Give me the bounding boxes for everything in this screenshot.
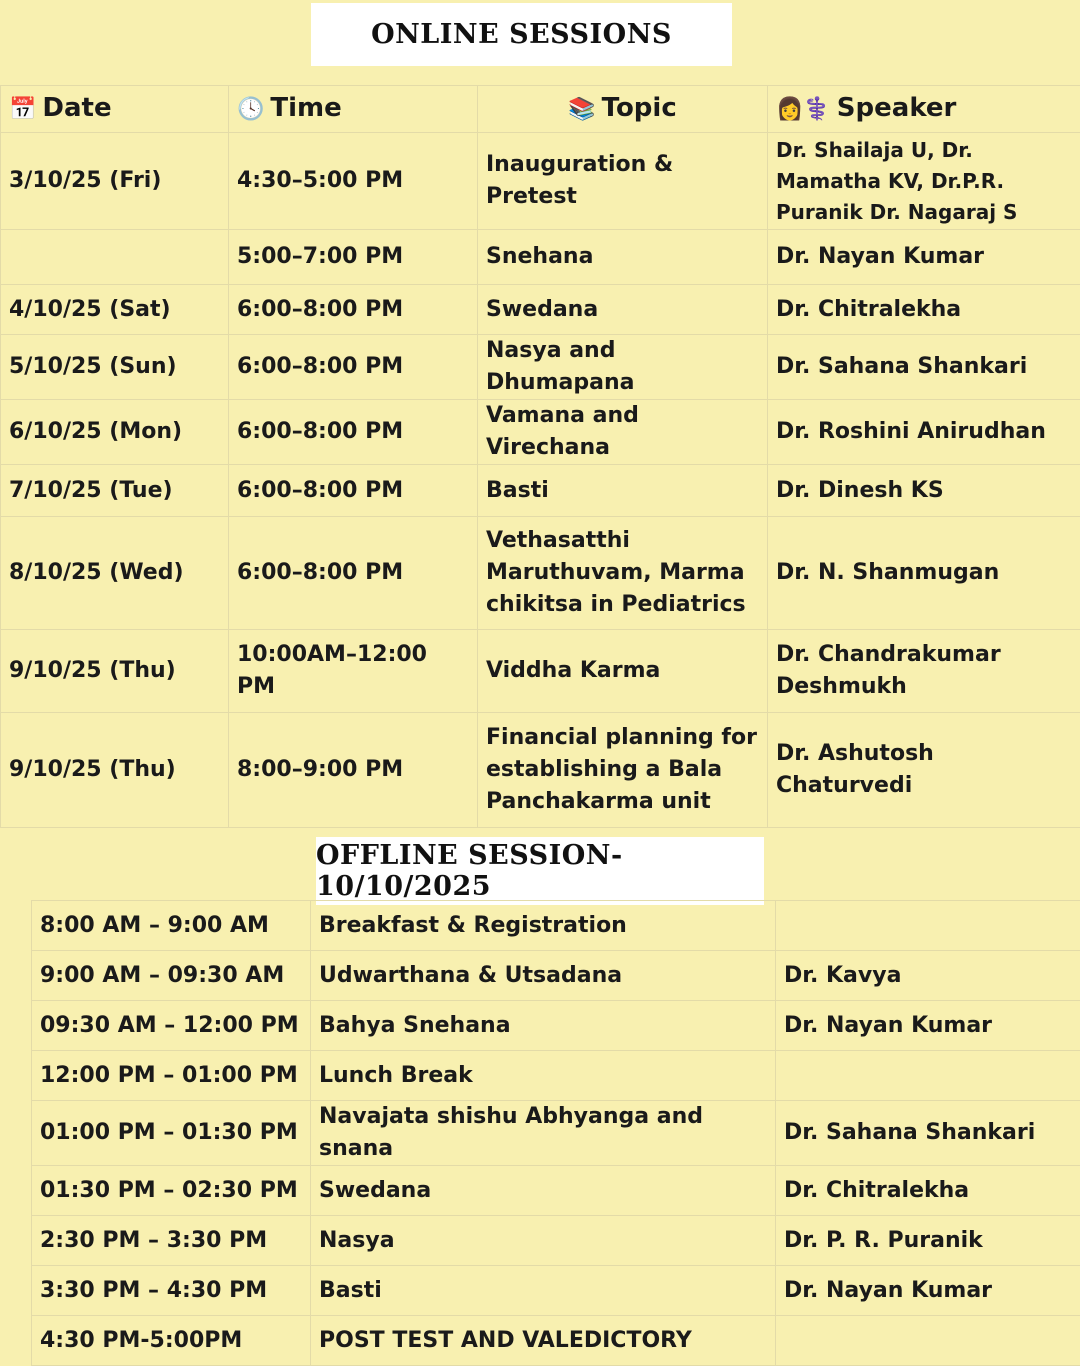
time-cell: 6:00–8:00 PM <box>229 335 478 400</box>
speaker-cell: Dr. Sahana Shankari <box>776 1101 1080 1166</box>
time-cell: 12:00 PM – 01:00 PM <box>32 1051 311 1101</box>
topic-cell: Navajata shishu Abhyanga and snana <box>311 1101 776 1166</box>
topic-cell: Nasya and Dhumapana <box>478 335 768 400</box>
date-cell: 6/10/25 (Mon) <box>1 400 229 465</box>
date-header-label: Date <box>42 93 111 123</box>
topic-header <box>478 86 768 133</box>
online-schedule-table <box>0 85 1080 828</box>
table-row <box>1 285 1080 335</box>
topic-cell: Breakfast & Registration <box>311 901 776 951</box>
time-header <box>229 86 478 133</box>
speaker-cell: Dr. Chitralekha <box>776 1166 1080 1216</box>
table-row <box>32 951 1080 1001</box>
date-header <box>1 86 229 133</box>
speaker-header <box>768 86 1080 133</box>
speaker-cell: Dr. Ashutosh Chaturvedi <box>768 713 1080 828</box>
table-row <box>1 230 1080 285</box>
topic-cell: Bahya Snehana <box>311 1001 776 1051</box>
speaker-cell: Dr. N. Shanmugan <box>768 517 1080 630</box>
time-cell: 8:00 AM – 9:00 AM <box>32 901 311 951</box>
speaker-cell: Dr. Sahana Shankari <box>768 335 1080 400</box>
topic-header-label: Topic <box>602 93 677 123</box>
topic-cell: Snehana <box>478 230 768 285</box>
table-row <box>1 400 1080 465</box>
topic-cell: Udwarthana & Utsadana <box>311 951 776 1001</box>
table-row <box>1 133 1080 230</box>
time-cell: 09:30 AM – 12:00 PM <box>32 1001 311 1051</box>
time-cell: 10:00AM–12:00 PM <box>229 630 478 713</box>
topic-cell: Basti <box>478 465 768 517</box>
calendar-icon: 📅 <box>9 94 36 126</box>
date-cell: 9/10/25 (Thu) <box>1 713 229 828</box>
speaker-cell: Dr. Chandrakumar Deshmukh <box>768 630 1080 713</box>
topic-cell: Swedana <box>478 285 768 335</box>
topic-cell: Vamana and Virechana <box>478 400 768 465</box>
table-row <box>1 335 1080 400</box>
offline-session-title: OFFLINE SESSION- 10/10/2025 <box>316 837 764 905</box>
table-row <box>32 901 1080 951</box>
books-icon: 📚 <box>568 94 595 126</box>
table-header-row <box>1 86 1080 133</box>
date-cell: 8/10/25 (Wed) <box>1 517 229 630</box>
topic-cell: Basti <box>311 1266 776 1316</box>
speaker-cell <box>776 1316 1080 1366</box>
time-cell: 6:00–8:00 PM <box>229 517 478 630</box>
table-row <box>1 517 1080 630</box>
topic-cell: Swedana <box>311 1166 776 1216</box>
table-row <box>32 1001 1080 1051</box>
topic-cell: Nasya <box>311 1216 776 1266</box>
table-row <box>1 630 1080 713</box>
table-row <box>32 1101 1080 1166</box>
time-cell: 4:30–5:00 PM <box>229 133 478 230</box>
topic-cell: Vethasatthi Maruthuvam, Marma chikitsa in Pediatrics <box>478 517 768 630</box>
speaker-cell: Dr. Nayan Kumar <box>776 1266 1080 1316</box>
speaker-cell: Dr. Roshini Anirudhan <box>768 400 1080 465</box>
date-cell: 9/10/25 (Thu) <box>1 630 229 713</box>
table-row <box>32 1216 1080 1266</box>
time-header-label: Time <box>270 93 341 123</box>
online-sessions-title: ONLINE SESSIONS <box>311 3 732 66</box>
date-cell: 4/10/25 (Sat) <box>1 285 229 335</box>
speaker-cell: Dr. Shailaja U, Dr. Mamatha KV, Dr.P.R. Puranik Dr. Nagaraj S <box>768 133 1080 230</box>
time-cell: 3:30 PM – 4:30 PM <box>32 1266 311 1316</box>
time-cell: 01:00 PM – 01:30 PM <box>32 1101 311 1166</box>
topic-cell: Financial planning for establishing a Bala Panchakarma unit <box>478 713 768 828</box>
speaker-cell <box>776 901 1080 951</box>
time-cell: 5:00–7:00 PM <box>229 230 478 285</box>
topic-cell: Lunch Break <box>311 1051 776 1101</box>
offline-schedule-table <box>31 900 1080 1366</box>
speaker-header-label: Speaker <box>837 93 957 123</box>
time-cell: 6:00–8:00 PM <box>229 285 478 335</box>
speaker-cell: Dr. Nayan Kumar <box>768 230 1080 285</box>
topic-cell: Inauguration & Pretest <box>478 133 768 230</box>
date-cell: 5/10/25 (Sun) <box>1 335 229 400</box>
date-cell <box>1 230 229 285</box>
table-row <box>32 1166 1080 1216</box>
table-row <box>32 1051 1080 1101</box>
table-row <box>32 1316 1080 1366</box>
time-cell: 8:00–9:00 PM <box>229 713 478 828</box>
speaker-cell: Dr. Nayan Kumar <box>776 1001 1080 1051</box>
speaker-cell: Dr. Chitralekha <box>768 285 1080 335</box>
speaker-cell <box>776 1051 1080 1101</box>
date-cell: 7/10/25 (Tue) <box>1 465 229 517</box>
table-row <box>1 713 1080 828</box>
table-row <box>1 465 1080 517</box>
clock-icon: 🕓 <box>237 94 264 126</box>
speaker-cell: Dr. Dinesh KS <box>768 465 1080 517</box>
time-cell: 9:00 AM – 09:30 AM <box>32 951 311 1001</box>
time-cell: 6:00–8:00 PM <box>229 400 478 465</box>
doctor-icon: 👩⚕️ <box>776 94 831 126</box>
time-cell: 01:30 PM – 02:30 PM <box>32 1166 311 1216</box>
time-cell: 2:30 PM – 3:30 PM <box>32 1216 311 1266</box>
table-row <box>32 1266 1080 1316</box>
speaker-cell: Dr. Kavya <box>776 951 1080 1001</box>
topic-cell: Viddha Karma <box>478 630 768 713</box>
time-cell: 6:00–8:00 PM <box>229 465 478 517</box>
time-cell: 4:30 PM-5:00PM <box>32 1316 311 1366</box>
speaker-cell: Dr. P. R. Puranik <box>776 1216 1080 1266</box>
topic-cell: POST TEST AND VALEDICTORY <box>311 1316 776 1366</box>
date-cell: 3/10/25 (Fri) <box>1 133 229 230</box>
